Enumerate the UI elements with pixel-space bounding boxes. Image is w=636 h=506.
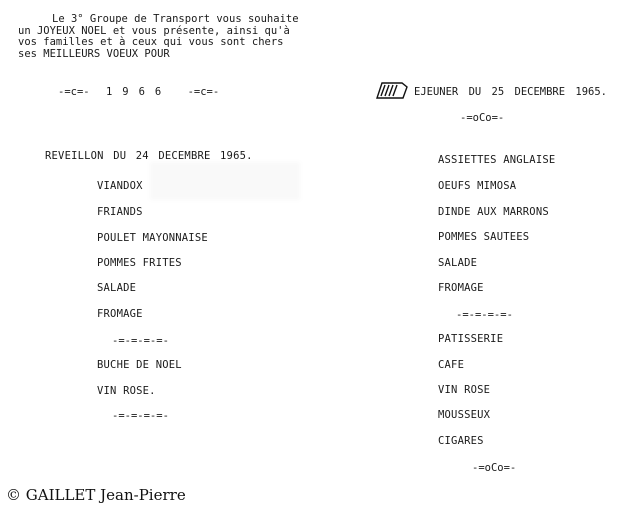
dejeuner-item: CIGARES [438,435,484,447]
reveillon-item: VIANDOX [97,180,143,192]
reveillon-mid-separator: -=-=-=-=- [112,335,169,347]
reveillon-item: POULET MAYONNAISE [97,232,208,244]
dejeuner-item: ASSIETTES ANGLAISE [438,154,556,166]
year-right-dashes: -=c=- [187,86,220,98]
reveillon-end-separator: -=-=-=-=- [112,410,169,422]
greeting-line-1: Le 3° Groupe de Transport vous souhaite [52,13,299,25]
copyright-notice: © GAILLET Jean-Pierre [6,486,186,504]
dejeuner-item: FROMAGE [438,282,484,294]
dejeuner-item: DINDE AUX MARRONS [438,206,549,218]
dejeuner-item: OEUFS MIMOSA [438,180,517,192]
year-digits: 1966 [105,86,172,98]
dejeuner-item: VIN ROSE [438,384,491,396]
dejeuner-end-separator: -=oCo=- [472,462,517,474]
greeting-line-3: vos familles et à ceux qui vous sont chers [18,36,284,48]
dejeuner-item: SALADE [438,257,478,269]
stylized-d-logo-icon [376,82,408,99]
dejeuner-item: PATISSERIE [438,333,504,345]
year-left-dashes: -=c=- [58,86,90,98]
dejeuner-item: CAFE [438,359,465,371]
reveillon-item: VIN ROSE. [97,385,156,397]
dejeuner-item: POMMES SAUTEES [438,231,530,243]
dejeuner-mid-separator: -=-=-=-=- [456,309,513,321]
reveillon-item: SALADE [97,282,137,294]
dejeuner-item: MOUSSEUX [438,409,491,421]
greeting-line-2: un JOYEUX NOEL et vous présente, ainsi qu'à [18,24,290,37]
reveillon-item: FRIANDS [97,206,143,218]
year-line [58,86,219,98]
dejeuner-top-separator: -=oCo=- [460,112,505,124]
dejeuner-title: EJEUNER DU 25 DECEMBRE 1965. [414,86,608,98]
reveillon-title: REVEILLON DU 24 DECEMBRE 1965. [45,150,253,162]
greeting-paragraph [18,14,299,60]
greeting-line-4: ses MEILLEURS VOEUX POUR [18,47,170,60]
paper-smudge [150,162,300,200]
reveillon-item: BUCHE DE NOEL [97,359,182,371]
reveillon-item: FROMAGE [97,308,143,320]
reveillon-item: POMMES FRITES [97,257,182,269]
